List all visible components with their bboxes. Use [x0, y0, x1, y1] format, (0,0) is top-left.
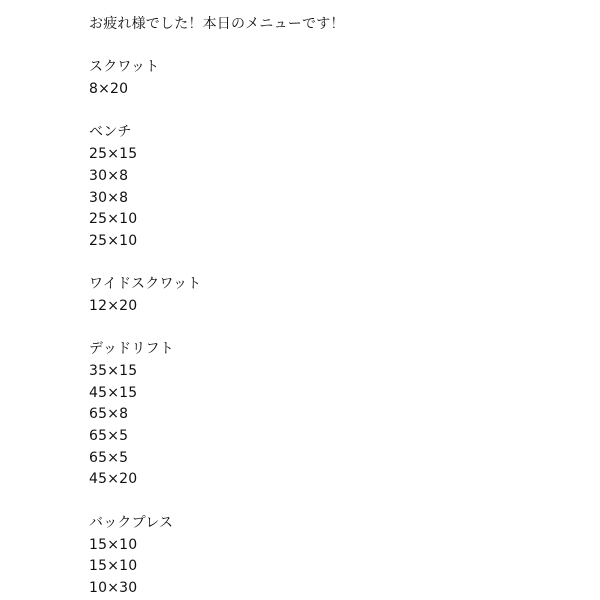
set-entry: 65×5: [89, 428, 129, 445]
set-entry: 30×8: [89, 167, 129, 184]
exercise-section: [89, 274, 569, 317]
set-entry: 12×20: [89, 297, 138, 314]
set-entry: 65×8: [89, 406, 129, 423]
set-entry: 25×15: [89, 146, 138, 163]
set-entry: 35×15: [89, 363, 138, 379]
greeting-text: お疲れ様でした！本日のメニューです！: [89, 16, 345, 32]
exercise-section: [89, 122, 569, 252]
exercise-name: ベンチ: [89, 124, 132, 141]
set-entry: 65×5: [89, 449, 129, 466]
exercise-name: バックプレス: [89, 514, 174, 531]
note-body[interactable]: [89, 14, 569, 600]
exercise-name: ワイドスクワット: [89, 276, 202, 293]
exercise-section: [89, 57, 569, 100]
set-entry: 30×8: [89, 189, 129, 206]
exercise-section: [89, 339, 569, 491]
set-entry: 10×30: [89, 579, 138, 596]
set-entry: 25×10: [89, 211, 138, 228]
exercise-section: [89, 513, 569, 600]
set-entry: 45×15: [89, 384, 138, 401]
exercise-name: デッドリフト: [89, 341, 174, 358]
set-entry: 45×20: [89, 471, 138, 488]
set-entry: 15×10: [89, 536, 138, 553]
exercise-name: スクワット: [89, 59, 160, 76]
set-entry: 8×20: [89, 81, 129, 98]
set-entry: 25×10: [89, 232, 138, 249]
set-entry: 15×10: [89, 558, 138, 575]
